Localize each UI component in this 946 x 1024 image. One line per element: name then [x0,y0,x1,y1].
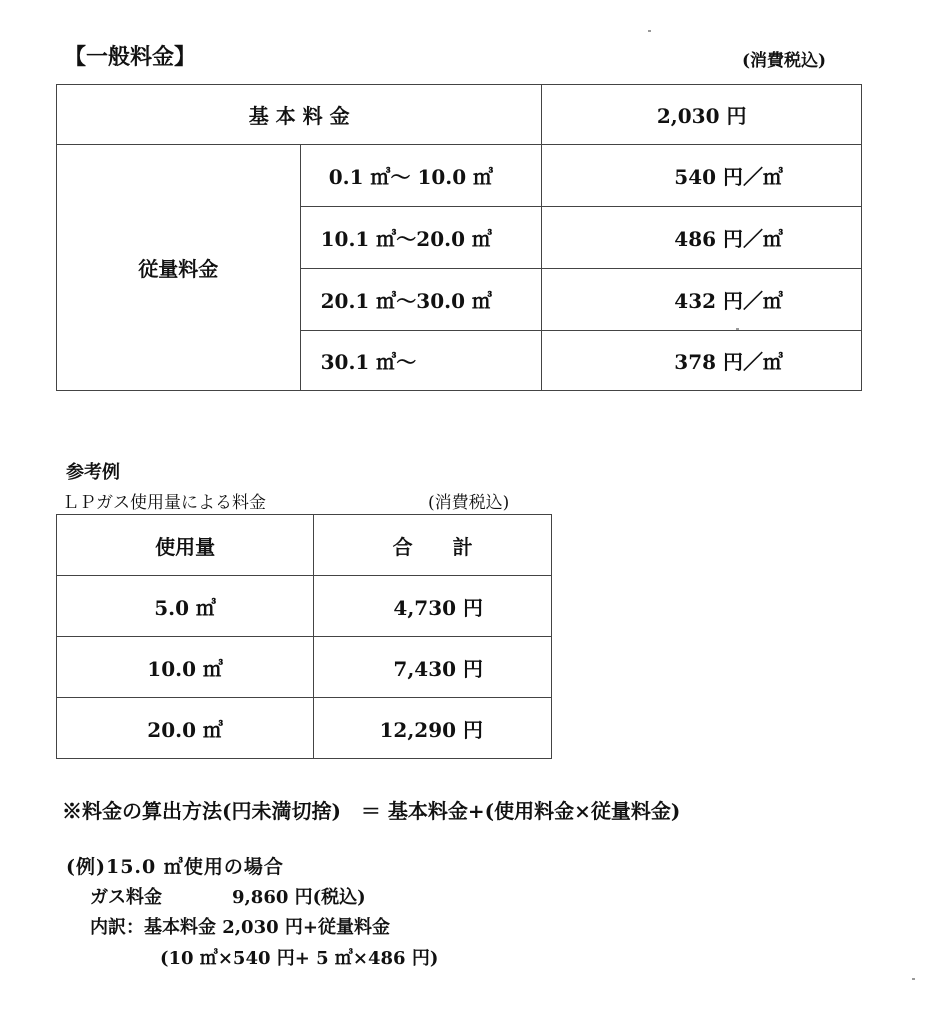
basic-fee-value: 2,030 円 [542,85,862,145]
tier-row [57,145,862,207]
example-title: (例)15.0 ㎥使用の場合 [66,856,284,878]
col-total-header: 合 計 [314,515,552,576]
general-tax-note: (消費税込) [742,51,827,71]
total-cell: 7,430 円 [314,637,552,698]
tier-price: 378 円／㎥ [542,331,862,391]
reference-row [57,637,552,698]
general-fee-table [56,84,862,391]
volume-fee-label: 従量料金 [57,145,301,391]
reference-tax-note: (消費税込) [428,493,510,513]
reference-heading: 参考例 [66,462,120,483]
tier-range: 20.1 ㎥～30.0 ㎥ [300,269,542,331]
total-cell: 12,290 円 [314,698,552,759]
reference-subtitle: ＬＰガス使用量による料金 [62,493,266,513]
basic-fee-row [57,85,862,145]
usage-cell: 20.0 ㎥ [57,698,314,759]
scan-speck [736,328,739,330]
tier-price: 486 円／㎥ [542,207,862,269]
reference-table [56,514,552,759]
example-breakdown: 内訳：基本料金 2,030 円+従量料金 [90,917,390,938]
tier-range: 0.1 ㎥～ 10.0 ㎥ [300,145,542,207]
reference-row [57,698,552,759]
usage-cell: 5.0 ㎥ [57,576,314,637]
example-calc: (10 ㎥×540 円+ 5 ㎥×486 円) [160,948,439,969]
example-gas-value: 9,860 円(税込) [232,887,366,908]
usage-cell: 10.0 ㎥ [57,637,314,698]
tier-price: 432 円／㎥ [542,269,862,331]
basic-fee-label: 基 本 料 金 [57,85,542,145]
col-usage-header: 使用量 [57,515,314,576]
tier-range: 10.1 ㎥～20.0 ㎥ [300,207,542,269]
total-cell: 4,730 円 [314,576,552,637]
calculation-formula: ※料金の算出方法(円未満切捨) ＝ 基本料金+(使用料金×従量料金) [62,799,681,823]
scan-speck [912,978,915,980]
reference-header-row [57,515,552,576]
reference-row [57,576,552,637]
general-title: 【一般料金】 [64,44,197,70]
tier-price: 540 円／㎥ [542,145,862,207]
scan-speck [648,30,651,32]
example-gas-label: ガス料金 [90,887,162,908]
tier-range: 30.1 ㎥～ [300,331,542,391]
